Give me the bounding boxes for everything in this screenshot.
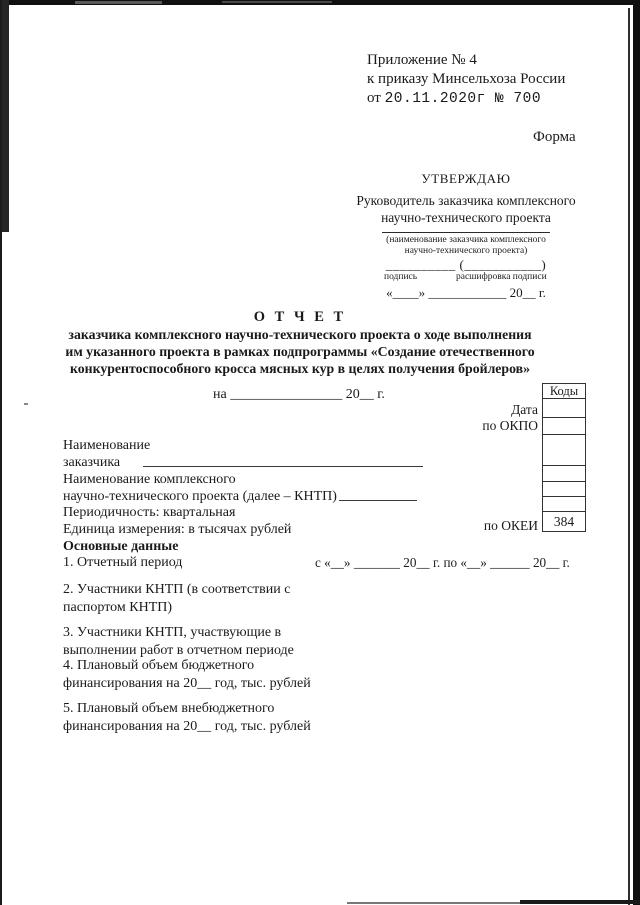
codes-cell-empty-3 xyxy=(542,481,586,497)
main-data-heading: Основные данные xyxy=(63,539,179,554)
codes-cell-empty-2 xyxy=(542,465,586,482)
approval-subtitle-2: научно-технического проекта xyxy=(381,210,551,225)
periodicity-line: Периодичность: квартальная xyxy=(63,505,236,520)
appendix-header xyxy=(367,51,565,109)
item-3-line-1: 3. Участники КНТП, участвующие в xyxy=(63,625,282,640)
signature-blank-line: __________ (___________) xyxy=(385,257,547,272)
scan-edge-right-strip xyxy=(633,0,640,905)
signature-label: подпись xyxy=(384,272,418,282)
signature-labels-row xyxy=(338,272,594,283)
item-4-line-1: 4. Плановый объем бюджетного xyxy=(63,658,255,673)
item-1-label: 1. Отчетный период xyxy=(63,555,183,570)
item-4-line-2: финансирования на 20__ год, тыс. рублей xyxy=(63,675,311,691)
codes-cell-okei-value: 384 xyxy=(542,511,586,532)
customer-name-label-2: заказчика xyxy=(63,455,121,470)
form-label: Форма xyxy=(533,129,576,145)
main-data-item-2 xyxy=(63,581,290,616)
codes-cell-date xyxy=(542,398,586,418)
scan-edge-bottom-gray xyxy=(347,902,527,904)
customer-name-label-1: Наименование xyxy=(63,438,151,453)
main-data-item-1 xyxy=(63,554,182,572)
customer-name-fill-line xyxy=(143,466,423,467)
codes-table xyxy=(542,383,586,532)
item-2-line-2: паспортом КНТП) xyxy=(63,599,173,615)
order-date-number-value: 20.11.2020г № 700 xyxy=(384,91,542,107)
unit-of-measure-line: Единица измерения: в тысячах рублей xyxy=(63,522,292,537)
item-3-line-2: выполнении работ в отчетном периоде xyxy=(63,642,294,658)
scan-edge-left-line xyxy=(0,0,2,905)
report-subtitle-2: им указанного проекта в рамках подпрограммы «Создание отечественного xyxy=(65,344,535,360)
approval-block xyxy=(338,171,594,300)
date-row-label: Дата xyxy=(511,402,538,417)
main-data-item-4 xyxy=(63,657,311,692)
signature-decipher-label: расшифровка подписи xyxy=(456,272,547,282)
scan-edge-top-gray-2 xyxy=(222,1,332,3)
okpo-row-label: по ОКПО xyxy=(482,418,538,433)
appendix-line-3 xyxy=(367,89,565,109)
approval-name-hint-2: научно-технического проекта) xyxy=(404,245,528,256)
approval-title: УТВЕРЖДАЮ xyxy=(421,171,511,186)
order-date-label: от xyxy=(367,90,381,106)
scan-edge-right-line xyxy=(628,8,630,905)
project-name-label-2: научно-технического проекта (далее – КНТП) xyxy=(63,489,337,504)
item-5-line-2: финансирования на 20__ год, тыс. рублей xyxy=(63,718,311,734)
appendix-line-2: к приказу Минсельхоза России xyxy=(367,71,566,87)
customer-name-blank-line xyxy=(382,232,550,233)
approval-date-blank-line: «____» ____________ 20__ г. xyxy=(386,285,546,300)
scan-edge-bottom-dark xyxy=(520,900,640,904)
okei-row-label: по ОКЕИ xyxy=(483,518,538,533)
project-name-fill-line xyxy=(339,500,417,501)
scan-edge-top-gray-1 xyxy=(75,1,162,4)
item-2-line-1: 2. Участники КНТП (в соответствии с xyxy=(63,582,291,597)
item-5-line-1: 5. Плановый объем внебюджетного xyxy=(63,701,275,716)
scan-speck xyxy=(24,403,28,405)
report-period-blank-line: на ________________ 20__ г. xyxy=(213,387,385,402)
appendix-line-1: Приложение № 4 xyxy=(367,52,477,68)
report-title-block xyxy=(60,309,540,378)
approval-name-hint-1: (наименование заказчика комплексного xyxy=(386,235,546,245)
report-subtitle-3: конкурентоспособного кросса мясных кур в целях получения бройлеров» xyxy=(69,361,531,377)
approval-subtitle-1: Руководитель заказчика комплексного xyxy=(356,193,576,208)
codes-cell-empty-4 xyxy=(542,496,586,512)
main-data-item-5 xyxy=(63,700,311,735)
codes-cell-okpo xyxy=(542,417,586,435)
codes-cell-empty-1 xyxy=(542,434,586,466)
project-name-label-1: Наименование комплексного xyxy=(63,472,236,487)
report-subtitle-1: заказчика комплексного научно-технического проекта о ходе выполнения xyxy=(68,327,532,342)
report-title: О Т Ч Е Т xyxy=(253,309,347,325)
main-data-item-3 xyxy=(63,624,294,659)
codes-header-cell: Коды xyxy=(542,383,586,399)
item-1-period-blanks: с «__» _______ 20__ г. по «__» ______ 20__ г. xyxy=(315,555,570,570)
